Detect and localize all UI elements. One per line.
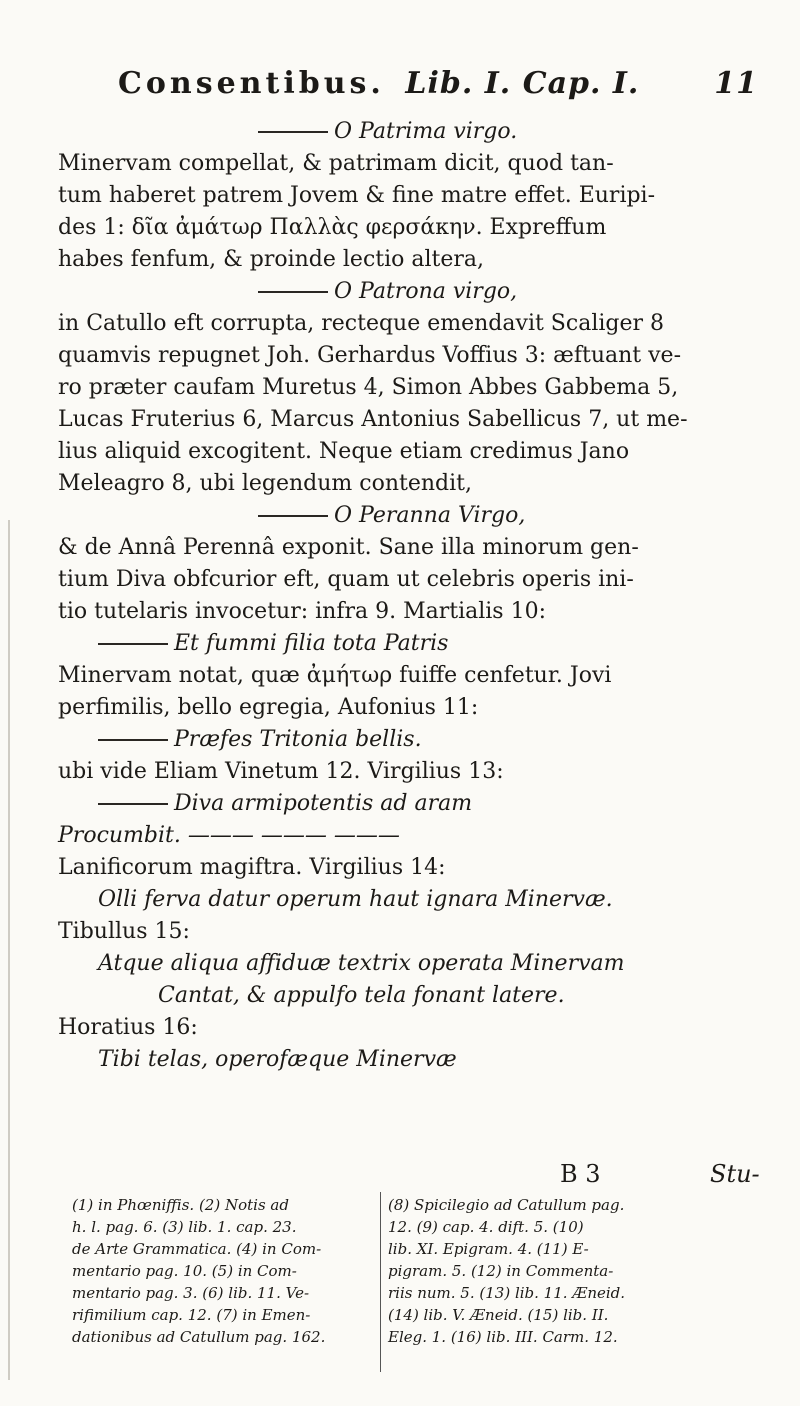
line-text: Procumbit. ——— ——— ——— [58, 823, 400, 848]
line-text: Meleagro 8, ubi legendum contendit, [58, 471, 472, 496]
text-line [58, 372, 773, 404]
text-line [58, 756, 773, 788]
text-line [58, 1012, 773, 1044]
text-line [58, 468, 773, 500]
footnote-line: mentario pag. 10. (5) in Com- [72, 1262, 297, 1280]
signature-line [560, 1160, 760, 1188]
text-line [58, 596, 773, 628]
line-text: tum haberet patrem Jovem & fine matre effet. Euripi- [58, 183, 656, 208]
footnote-line: rifimilium cap. 12. (7) in Emen- [72, 1306, 311, 1324]
quotation-dash [98, 803, 168, 805]
running-head-reference: Lib. I. Cap. I. [405, 66, 640, 101]
line-text: Lucas Fruterius 6, Marcus Antonius Sabellicus 7, ut me- [58, 407, 688, 432]
line-text: in Catullo eft corrupta, recteque emendavit Scaliger 8 [58, 311, 664, 336]
text-line [58, 404, 773, 436]
footnote-line: (8) Spicilegio ad Catullum pag. [388, 1196, 625, 1214]
verse-quote-line [58, 276, 773, 308]
line-text: ubi vide Eliam Vinetum 12. Virgilius 13: [58, 759, 504, 784]
text-line [58, 212, 773, 244]
text-line [58, 244, 773, 276]
line-text: Tibullus 15: [58, 919, 190, 944]
footnote-line: dationibus ad Catullum pag. 162. [72, 1328, 326, 1346]
verse-quote-line [58, 948, 773, 980]
line-text: Atque aliqua affiduæ textrix operata Minervam [98, 951, 625, 976]
text-line [58, 852, 773, 884]
verse-quote-line [58, 884, 773, 916]
text-line [58, 692, 773, 724]
line-text: Cantat, & appulfo tela fonant latere. [158, 983, 565, 1008]
line-text: lius aliquid excogitent. Neque etiam credimus Jano [58, 439, 630, 464]
verse-quote-line [58, 980, 773, 1012]
footnote-line: pigram. 5. (12) in Commenta- [388, 1262, 614, 1280]
line-text: O Patrima virgo. [334, 119, 518, 144]
footnote-line: (1) in Phœniffis. (2) Notis ad [72, 1196, 289, 1214]
catchword: Stu- [710, 1160, 760, 1188]
text-line [58, 532, 773, 564]
line-text: tium Diva obfcurior eft, quam ut celebris operis ini- [58, 567, 634, 592]
footnote-line: lib. XI. Epigram. 4. (11) E- [388, 1240, 589, 1258]
verse-quote-line [58, 500, 773, 532]
verse-quote-line [58, 116, 773, 148]
line-text: O Patrona virgo, [334, 279, 518, 304]
footnote-line: h. l. pag. 6. (3) lib. 1. cap. 23. [72, 1218, 297, 1236]
line-text: perfimilis, bello egregia, Aufonius 11: [58, 695, 479, 720]
running-head [118, 66, 758, 101]
text-line [58, 564, 773, 596]
quotation-dash [258, 291, 328, 293]
text-line [58, 148, 773, 180]
line-text: Olli ferva datur operum haut ignara Minervæ. [98, 887, 613, 912]
line-text: & de Annâ Perennâ exponit. Sane illa minorum gen- [58, 535, 639, 560]
verse-quote-line [58, 628, 773, 660]
verse-quote-line [58, 820, 773, 852]
verse-quote-line [58, 1044, 773, 1076]
footnote-line: 12. (9) cap. 4. dift. 5. (10) [388, 1218, 584, 1236]
footnote-line: (14) lib. V. Æneid. (15) lib. II. [388, 1306, 609, 1324]
running-head-title: Consentibus. [118, 66, 385, 101]
footnote-line: riis num. 5. (13) lib. 11. Æneid. [388, 1284, 626, 1302]
line-text: habes fenfum, & proinde lectio altera, [58, 247, 485, 272]
main-text [58, 116, 773, 1076]
footnotes-right-column [388, 1194, 768, 1348]
text-line [58, 340, 773, 372]
line-text: Diva armipotentis ad aram [174, 791, 473, 816]
line-text: O Peranna Virgo, [334, 503, 526, 528]
text-line [58, 308, 773, 340]
line-text: Præfes Tritonia bellis. [174, 727, 422, 752]
footnote-line: de Arte Grammatica. (4) in Com- [72, 1240, 322, 1258]
signature-mark: B 3 [560, 1160, 601, 1188]
footnote-line: Eleg. 1. (16) lib. III. Carm. 12. [388, 1328, 618, 1346]
line-text: Tibi telas, operofæque Minervæ [98, 1047, 457, 1072]
quotation-dash [258, 515, 328, 517]
quotation-dash [98, 739, 168, 741]
line-text: des 1: δῖα ἀμάτωρ Παλλὰς φερσάκην. Expreffum [58, 215, 607, 240]
text-line [58, 436, 773, 468]
text-line [58, 180, 773, 212]
verse-quote-line [58, 724, 773, 756]
footnotes-left-column [72, 1194, 372, 1348]
line-text: Minervam compellat, & patrimam dicit, quod tan- [58, 151, 614, 176]
line-text: quamvis repugnet Joh. Gerhardus Voffius 3: æftuant ve- [58, 343, 682, 368]
text-line [58, 660, 773, 692]
line-text: Et fummi filia tota Patris [174, 631, 449, 656]
line-text: Horatius 16: [58, 1015, 198, 1040]
line-text: tio tutelaris invocetur: infra 9. Martialis 10: [58, 599, 546, 624]
line-text: Minervam notat, quæ ἀμήτωρ fuiffe cenfetur. Jovi [58, 663, 612, 688]
line-text: Lanificorum magiftra. Virgilius 14: [58, 855, 446, 880]
footnote-line: mentario pag. 3. (6) lib. 11. Ve- [72, 1284, 310, 1302]
line-text: ro præter caufam Muretus 4, Simon Abbes Gabbema 5, [58, 375, 679, 400]
page-number: 11 [714, 66, 758, 101]
footnote-column-divider [380, 1192, 381, 1372]
verse-quote-line [58, 788, 773, 820]
page-edge-shadow [8, 520, 10, 1380]
quotation-dash [258, 131, 328, 133]
text-line [58, 916, 773, 948]
quotation-dash [98, 643, 168, 645]
